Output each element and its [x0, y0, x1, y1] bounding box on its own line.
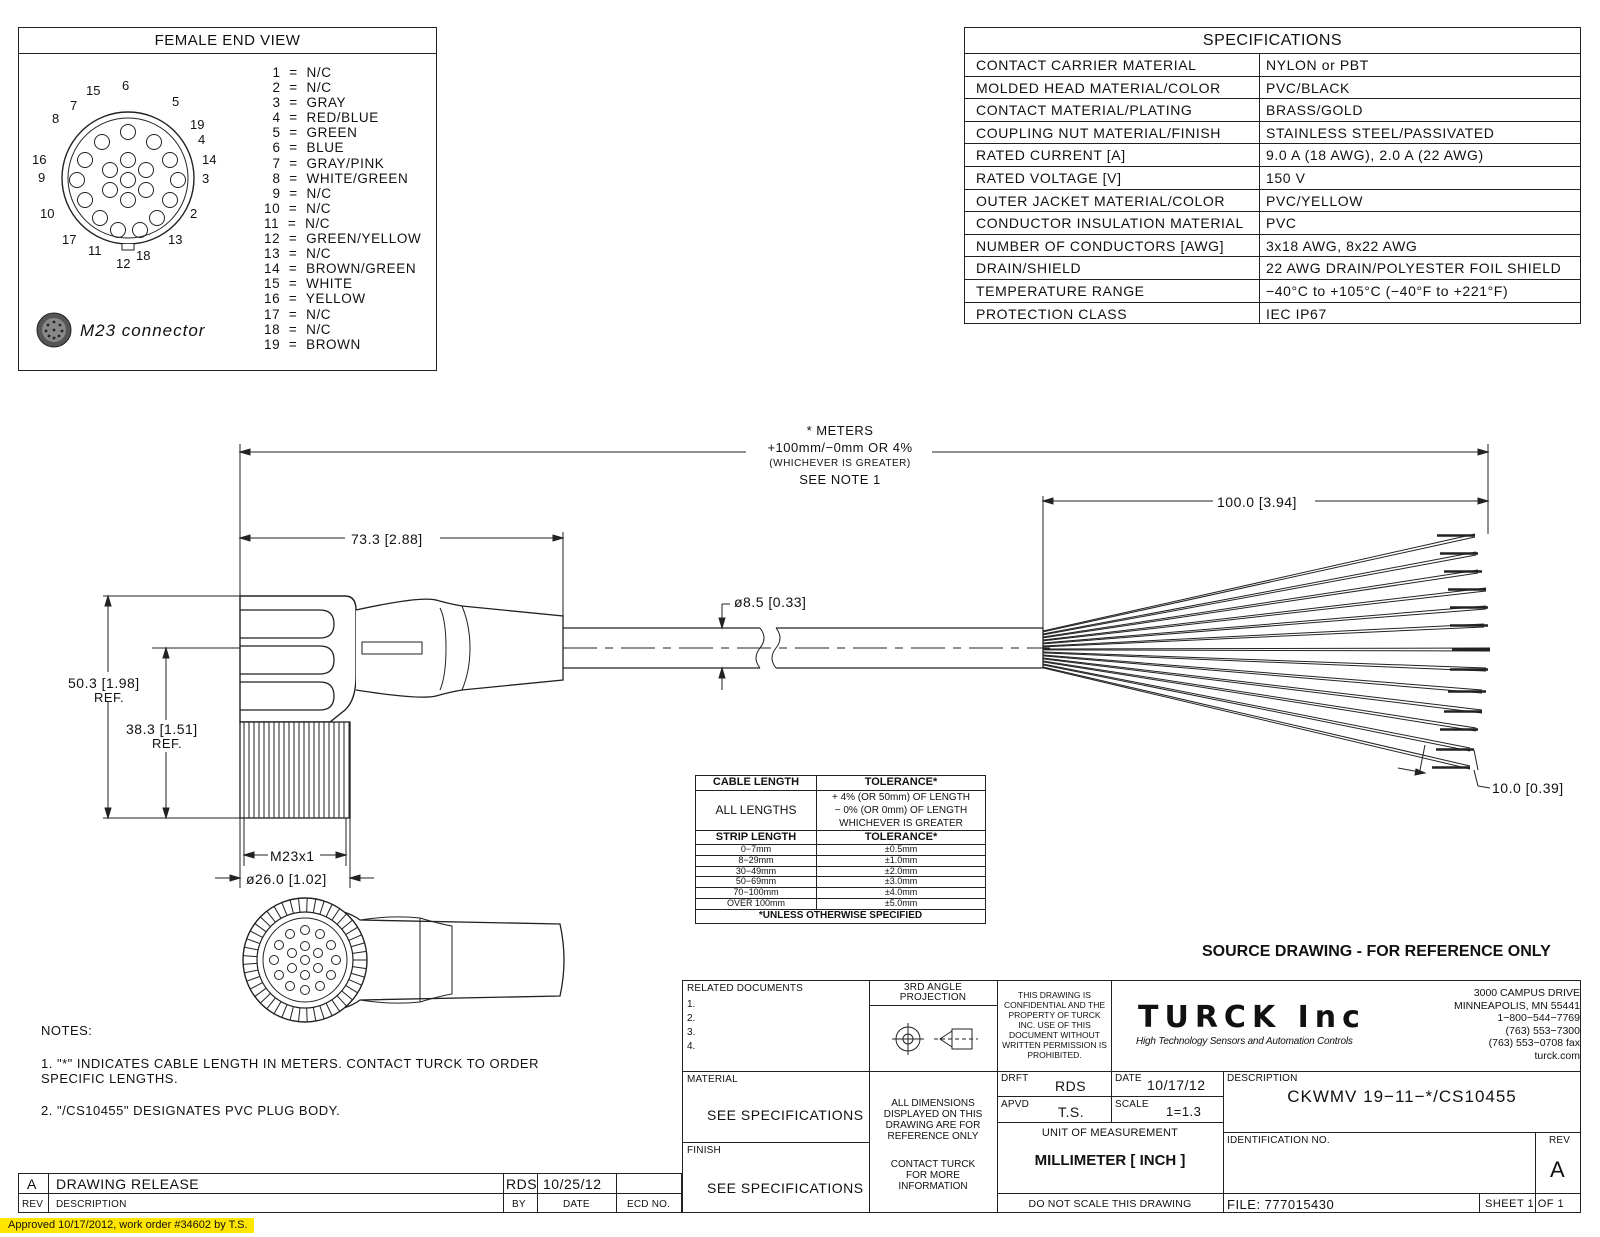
material-value: SEE SPECIFICATIONS	[707, 1107, 864, 1123]
tol-header-tolerance: TOLERANCE*	[817, 776, 986, 791]
related-doc-item: 1.	[687, 999, 696, 1010]
part-description: CKWMV 19−11−*/CS10455	[1287, 1087, 1517, 1106]
contact-line: CONTACT TURCK	[890, 1159, 976, 1170]
iso-contact	[301, 986, 310, 995]
divider	[869, 1005, 997, 1006]
strip-length-cell: 8−29mm	[696, 855, 817, 866]
pin-assignment: 14 = BROWN/GREEN	[264, 261, 417, 277]
pin-number-label: 16	[32, 152, 47, 167]
strip-tolerance-cell: ±4.0mm	[817, 888, 986, 899]
all-dimensions-note	[869, 1098, 997, 1142]
pin-number-label: 14	[202, 152, 217, 167]
related-doc-item: 2.	[687, 1013, 696, 1024]
scale-label: SCALE	[1115, 1099, 1149, 1110]
iso-contact	[316, 930, 325, 939]
divider	[682, 1071, 1581, 1072]
spec-label: NUMBER OF CONDUCTORS [AWG]	[976, 237, 1225, 254]
spec-label: CONTACT CARRIER MATERIAL	[976, 57, 1197, 73]
wire-conductor	[1043, 661, 1476, 728]
pin-number-label: 10	[40, 206, 55, 221]
drafter-value: RDS	[1055, 1078, 1087, 1094]
iso-contact	[327, 971, 336, 980]
identification-label: IDENTIFICATION NO.	[1227, 1135, 1330, 1146]
rev-header-ecd: ECD NO.	[627, 1199, 671, 1210]
wire-strip-dim: 10.0 [0.39]	[1492, 780, 1564, 796]
pin-assignment: 15 = WHITE	[264, 276, 353, 292]
projection-label-2: PROJECTION	[899, 992, 967, 1003]
iso-contact	[286, 930, 295, 939]
divider	[1479, 1193, 1480, 1213]
rev-label: REV	[1549, 1135, 1571, 1146]
spec-value: 3x18 AWG, 8x22 AWG	[1266, 237, 1418, 254]
height-dim-1-ref: REF.	[94, 690, 125, 705]
confidential-line: PROHIBITED.	[1027, 1050, 1082, 1060]
pin-assignment: 17 = N/C	[264, 306, 332, 322]
pin-number-label: 8	[52, 111, 60, 126]
strip-length-cell: 70−100mm	[696, 888, 817, 899]
tol-footnote: *UNLESS OTHERWISE SPECIFIED	[696, 909, 986, 923]
confidential-notice	[998, 990, 1111, 1060]
tol-all-lengths: ALL LENGTHS	[696, 791, 817, 831]
pin-number-label: 6	[122, 78, 130, 93]
address-line: (763) 553−7300	[1505, 1024, 1580, 1037]
spec-value: PVC	[1266, 215, 1297, 232]
wire-conductor	[1043, 648, 1490, 649]
connector-label: M23 connector	[80, 321, 206, 340]
note-1-cont: SPECIFIC LENGTHS.	[41, 1071, 179, 1086]
specifications-title: SPECIFICATIONS	[1202, 32, 1343, 49]
wire-conductor	[1043, 627, 1484, 647]
spec-label: TEMPERATURE RANGE	[976, 283, 1145, 299]
pin-number-label: 7	[70, 98, 78, 113]
pin-number-label: 12	[116, 256, 131, 271]
address-line: 1−800−544−7769	[1497, 1012, 1580, 1025]
head-length-dim: 73.3 [2.88]	[351, 531, 423, 547]
pin-assignment: 10 = N/C	[264, 200, 332, 216]
pin-number-label: 9	[38, 170, 46, 185]
unit-value: MILLIMETER [ INCH ]	[1034, 1152, 1186, 1169]
sheet-number: SHEET 1 OF 1	[1485, 1198, 1565, 1210]
pin-number-label: 11	[88, 243, 102, 258]
address-line: 3000 CAMPUS DRIVE	[1473, 987, 1580, 999]
wire-conductor	[1043, 665, 1470, 751]
tol-header-tolerance-2-text: TOLERANCE	[864, 830, 933, 843]
confidential-line: CONFIDENTIAL AND THE	[1003, 1000, 1106, 1010]
third-angle-projection-icon	[890, 1022, 980, 1056]
spec-value: STAINLESS STEEL/PASSIVATED	[1266, 124, 1495, 141]
pin-number-label: 19	[190, 117, 205, 132]
related-docs-label: RELATED DOCUMENTS	[687, 983, 804, 994]
approved-label: APVD	[1001, 1099, 1030, 1110]
overall-length-see-note: SEE NOTE 1	[799, 472, 881, 487]
wire-conductor	[1043, 664, 1470, 748]
iso-contact	[332, 956, 341, 965]
iso-contact	[288, 964, 297, 973]
related-docs-list	[687, 998, 695, 1054]
tol-header-strip: STRIP LENGTH	[696, 831, 817, 845]
wire-conductor	[1043, 606, 1486, 643]
iso-contact	[316, 982, 325, 991]
iso-contact	[275, 971, 284, 980]
divider	[48, 1173, 49, 1213]
rev-header-by: BY	[512, 1199, 526, 1210]
strip-tolerance-row	[696, 845, 986, 856]
strip-tolerance-row	[696, 888, 986, 899]
spec-label: RATED CURRENT [A]	[976, 147, 1126, 164]
strip-length-cell: 0−7mm	[696, 845, 817, 856]
drafter-label: DRFT	[1001, 1073, 1029, 1084]
tol-cable-line: − 0% (OR 0mm) OF LENGTH	[834, 805, 968, 816]
iso-contact	[270, 956, 279, 965]
confidential-line: THIS DRAWING IS	[1018, 990, 1091, 1000]
rev-by: RDS	[506, 1176, 538, 1192]
contact-note	[869, 1159, 997, 1192]
material-label: MATERIAL	[687, 1074, 738, 1085]
divider	[997, 1122, 1223, 1123]
pin-number-label: 17	[62, 232, 77, 247]
iso-contact	[301, 971, 310, 980]
confidential-line: WRITTEN PERMISSION IS	[1002, 1040, 1107, 1050]
rev-header-desc: DESCRIPTION	[56, 1199, 127, 1210]
pin-assignment: 9 = N/C	[272, 185, 332, 201]
tol-footnote-text: UNLESS OTHERWISE SPECIFIED	[762, 910, 923, 922]
overall-length-note: (WHICHEVER IS GREATER)	[769, 458, 911, 469]
rev-letter: A	[1550, 1157, 1566, 1182]
wire-conductor	[1043, 659, 1482, 713]
approval-stamp: Approved 10/17/2012, work order #34602 by T.S.	[0, 1218, 254, 1233]
iso-contact	[301, 926, 310, 935]
divider	[997, 1193, 1581, 1194]
spec-value: 9.0 A (18 AWG), 2.0 A (22 AWG)	[1266, 147, 1484, 164]
spec-label: OUTER JACKET MATERIAL/COLOR	[976, 192, 1226, 209]
tolerance-table	[695, 775, 986, 924]
tol-cable-values	[817, 791, 986, 831]
note-1: 1. "*" INDICATES CABLE LENGTH IN METERS. CONTACT TURCK TO ORDER	[41, 1056, 539, 1071]
pin-assignment: 11 = N/C	[264, 215, 331, 231]
iso-contact	[288, 949, 297, 958]
pin-assignment: 4 = RED/BLUE	[272, 110, 379, 126]
divider	[1223, 1132, 1581, 1133]
spec-label: CONDUCTOR INSULATION MATERIAL	[976, 215, 1244, 232]
strip-tolerance-cell: ±0.5mm	[817, 845, 986, 856]
spec-label: PROTECTION CLASS	[976, 305, 1128, 322]
tol-cable-line: WHICHEVER IS GREATER	[839, 818, 963, 829]
spec-value: NYLON or PBT	[1266, 57, 1369, 73]
spec-value: 22 AWG DRAIN/POLYESTER FOIL SHIELD	[1266, 260, 1562, 277]
divider	[997, 1096, 1223, 1097]
spec-value: −40°C to +105°C (−40°F to +221°F)	[1266, 283, 1509, 299]
divider	[1111, 980, 1112, 1071]
divider	[18, 1193, 682, 1194]
spec-value: PVC/BLACK	[1266, 79, 1350, 96]
strip-tolerance-cell: ±3.0mm	[817, 877, 986, 888]
tol-cable-line: + 4% (OR 50mm) OF LENGTH	[831, 792, 971, 803]
spec-value: 150 V	[1266, 170, 1306, 186]
divider	[616, 1173, 617, 1213]
all-dimensions-line: DISPLAYED ON THIS	[883, 1109, 983, 1120]
strip-tolerance-row	[696, 866, 986, 877]
thread-dim: M23x1	[270, 848, 315, 864]
tol-header-tolerance-2: TOLERANCE*	[817, 831, 986, 845]
confidential-line: INC. USE OF THIS	[1018, 1020, 1091, 1030]
address-line: MINNEAPOLIS, MN 55441	[1453, 999, 1580, 1012]
tol-header-cable: CABLE LENGTH	[696, 776, 817, 791]
rev-value: A	[27, 1176, 37, 1192]
company-tagline: High Technology Sensors and Automation Controls	[1136, 1036, 1353, 1047]
strip-length-cell: 50−69mm	[696, 877, 817, 888]
spec-value: IEC IP67	[1266, 305, 1327, 322]
pin-number-label: 15	[86, 83, 101, 98]
height-dim-2-ref: REF.	[152, 736, 183, 751]
pin-assignment: 8 = WHITE/GREEN	[272, 170, 409, 186]
pin-assignment: 18 = N/C	[264, 321, 332, 337]
contact-line: INFORMATION	[898, 1181, 968, 1192]
contact-line: FOR MORE	[906, 1170, 960, 1181]
pin-assignment: 6 = BLUE	[272, 140, 345, 156]
iso-contact	[301, 942, 310, 951]
unit-label: UNIT OF MEASUREMENT	[1041, 1127, 1179, 1139]
description-label: DESCRIPTION	[1227, 1073, 1298, 1084]
company-logo: TURCK Inc	[1138, 1000, 1366, 1035]
strip-length-cell: 30−49mm	[696, 866, 817, 877]
strip-tolerance-cell: ±2.0mm	[817, 866, 986, 877]
related-doc-item: 3.	[687, 1027, 696, 1038]
strip-tolerance-cell: ±1.0mm	[817, 855, 986, 866]
all-dimensions-line: REFERENCE ONLY	[887, 1131, 979, 1142]
spec-value: PVC/YELLOW	[1266, 192, 1364, 209]
wire-conductor	[1043, 573, 1478, 638]
pin-assignment: 7 = GRAY/PINK	[272, 155, 385, 171]
rev-description: DRAWING RELEASE	[56, 1176, 200, 1192]
spec-label: DRAIN/SHIELD	[976, 260, 1082, 277]
pin-number-label: 3	[202, 171, 210, 186]
divider	[682, 1142, 869, 1143]
strip-tolerance-row	[696, 877, 986, 888]
female-end-view-title: FEMALE END VIEW	[154, 32, 301, 49]
address-line: turck.com	[1534, 1049, 1580, 1062]
date-label: DATE	[1115, 1073, 1142, 1084]
pin-assignment: 1 = N/C	[272, 65, 332, 80]
scale-value: 1=1.3	[1166, 1104, 1202, 1119]
strip-tolerance-row	[696, 855, 986, 866]
pin-assignment: 16 = YELLOW	[264, 291, 366, 307]
iso-contact	[286, 982, 295, 991]
finish-label: FINISH	[687, 1145, 721, 1156]
strip-tolerance-cell: ±5.0mm	[817, 898, 986, 909]
finish-value: SEE SPECIFICATIONS	[707, 1180, 864, 1196]
cable-diameter-dim: ø8.5 [0.33]	[734, 594, 807, 610]
pin-assignment: 2 = N/C	[272, 80, 332, 96]
iso-contact	[275, 941, 284, 950]
projection-label: 3RD ANGLE	[904, 982, 962, 993]
wire-conductor	[1043, 667, 1470, 766]
iso-contact	[314, 949, 323, 958]
divider	[503, 1173, 504, 1213]
rev-header-rev: REV	[22, 1199, 44, 1210]
spec-label: COUPLING NUT MATERIAL/FINISH	[976, 124, 1221, 141]
spec-label: MOLDED HEAD MATERIAL/COLOR	[976, 79, 1221, 96]
spec-label: CONTACT MATERIAL/PLATING	[976, 102, 1193, 119]
nut-diameter-dim: ø26.0 [1.02]	[246, 871, 327, 887]
wire-conductor	[1043, 650, 1490, 651]
pin-assignment: 3 = GRAY	[272, 95, 347, 111]
date-value: 10/17/12	[1147, 1077, 1206, 1093]
rev-date: 10/25/12	[543, 1176, 602, 1192]
approved-value: T.S.	[1058, 1104, 1085, 1120]
pin-number-label: 13	[168, 232, 183, 247]
notes-title: NOTES:	[41, 1023, 93, 1038]
pin-assignment: 19 = BROWN	[264, 336, 361, 352]
do-not-scale-note: DO NOT SCALE THIS DRAWING	[1028, 1198, 1192, 1210]
spec-value: BRASS/GOLD	[1266, 102, 1364, 119]
related-doc-item: 4.	[687, 1041, 696, 1052]
address-line: (763) 553−0708 fax	[1488, 1037, 1580, 1050]
source-drawing-note: SOURCE DRAWING - FOR REFERENCE ONLY	[1202, 943, 1551, 960]
wire-conductor	[1043, 555, 1476, 635]
iso-contact	[301, 956, 310, 965]
overall-length-label: * METERS	[806, 423, 874, 438]
divider	[1111, 1071, 1112, 1122]
file-number: FILE: 777015430	[1227, 1197, 1335, 1212]
strip-tolerance-row	[696, 898, 986, 909]
wire-conductor	[1043, 537, 1475, 632]
tol-header-tolerance-text: TOLERANCE	[864, 776, 933, 789]
height-dim-1: 50.3 [1.98]	[68, 675, 140, 691]
rev-header-date: DATE	[563, 1199, 590, 1210]
all-dimensions-line: DRAWING ARE FOR	[885, 1120, 981, 1131]
pin-number-label: 2	[190, 206, 198, 221]
confidential-line: DOCUMENT WITHOUT	[1009, 1030, 1100, 1040]
height-dim-2: 38.3 [1.51]	[126, 721, 198, 737]
wire-conductor	[1043, 552, 1476, 634]
pin-number-label: 18	[136, 248, 151, 263]
note-2: 2. "/CS10455" DESIGNATES PVC PLUG BODY.	[41, 1103, 341, 1118]
strip-length-cell: OVER 100mm	[696, 898, 817, 909]
spec-label: RATED VOLTAGE [V]	[976, 170, 1122, 186]
pin-assignment: 12 = GREEN/YELLOW	[264, 231, 422, 247]
strip-length-dim: 100.0 [3.94]	[1217, 494, 1297, 510]
divider	[537, 1173, 538, 1213]
all-dimensions-line: ALL DIMENSIONS	[891, 1098, 975, 1109]
company-address	[1410, 987, 1580, 1063]
overall-length-tolerance: +100mm/−0mm OR 4%	[767, 440, 913, 455]
pin-assignment: 5 = GREEN	[272, 125, 358, 141]
iso-contact	[314, 964, 323, 973]
iso-contact	[327, 941, 336, 950]
confidential-line: PROPERTY OF TURCK	[1008, 1010, 1101, 1020]
pin-number-label: 5	[172, 94, 180, 109]
pin-assignment: 13 = N/C	[264, 246, 332, 262]
pin-number-label: 4	[198, 132, 206, 147]
